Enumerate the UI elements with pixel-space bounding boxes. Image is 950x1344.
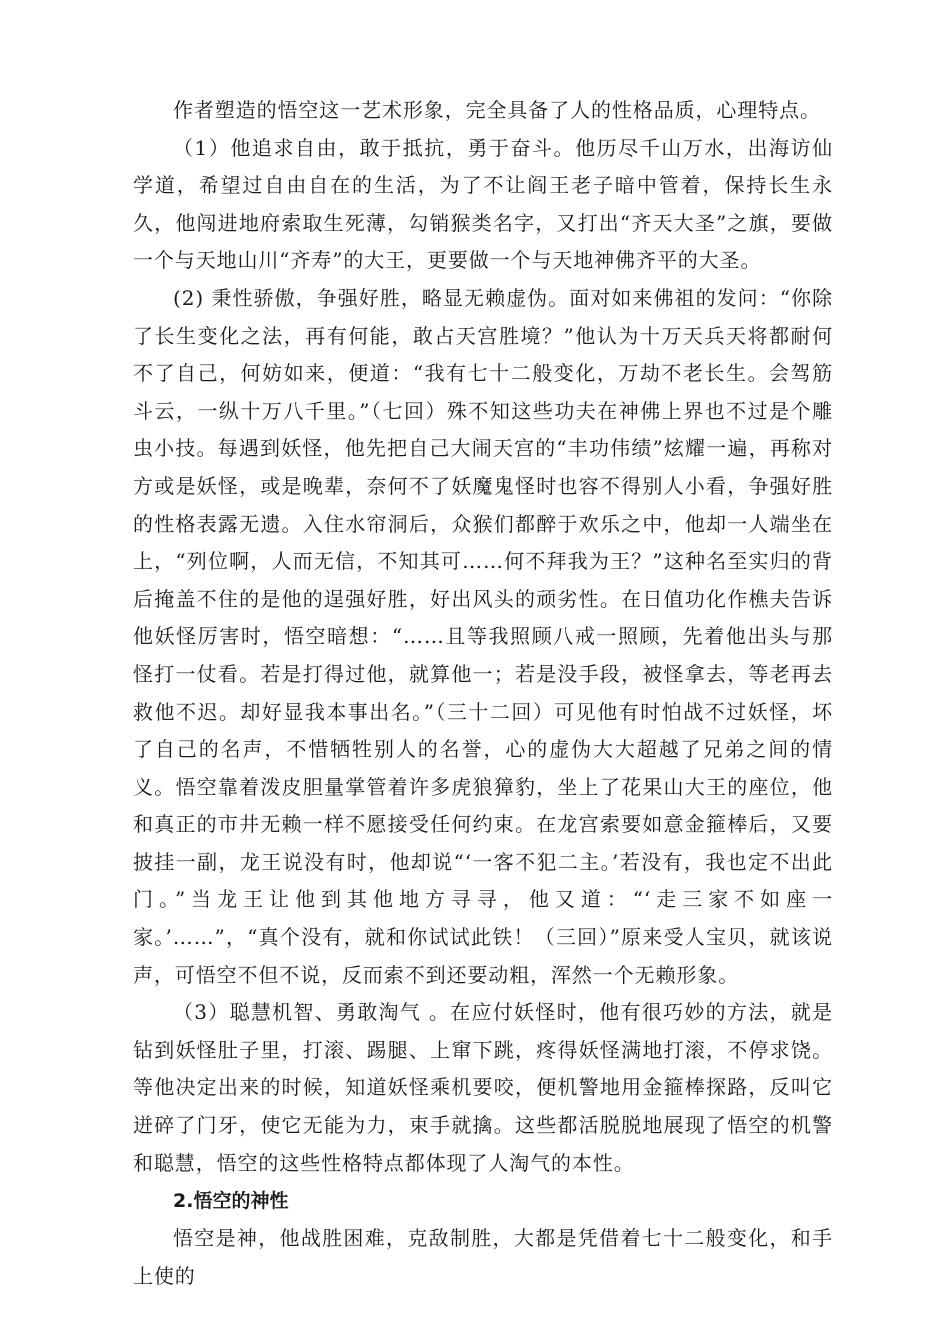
section-heading: 2.悟空的神性 — [173, 1190, 289, 1213]
document-page — [133, 92, 833, 1295]
paragraph-point-2: (2) 秉性骄傲，争强好胜，略显无赖虚伪。面对如来佛祖的发问：“你除了长生变化之法，再有何能，敢占天宫胜境？”他认为十万天兵天将都耐何不了自己，何妨如来，便道：“我有七十二般变化，万劫不老长生。会驾筋斗云，一纵十万八千里。”（七回）殊不知这些功夫在神佛上界也不过是个雕虫小技。每遇到妖怪，他先把自己大闹天宫的“丰功伟绩”炫耀一遍，再称对方或是妖怪，或是晚辈，奈何不了妖魔鬼怪时也容不得别人小看，争强好胜的性格表露无遗。入住水帘洞后，众猴们都醉于欢乐之中，他却一人端坐在上，“列位啊，人而无信，不知其可……何不拜我为王？”这种名至实归的背后掩盖不住的是他的逞强好胜，好出风头的顽劣性。在日值功化作樵夫告诉他妖怪厉害时，悟空暗想：“……且等我照顾八戒一照顾，先着他出头与那怪打一仗看。若是打得过他，就算他一；若是没手段，被怪拿去，等老再去救他不迟。却好显我本事出名。”（三十二回）可见他有时怕战不过妖怪，坏了自己的名声，不惜牺牲别人的名誉，心的虚伪大大超越了兄弟之间的情义。悟空靠着泼皮胆量掌管着许多虎狼獐豹，坐上了花果山大王的座位，他和真正的市井无赖一样不愿接受任何约束。在龙宫索要如意金箍棒后，又要披挂一副，龙王说没有时，他却说“‘一客不犯二主。’若没有，我也定不出此门。”当龙王让他到其他地方寻寻，他又道：“‘走三家不如座一家。’……”，“真个没有，就和你试试此铁！（三回）”原来受人宝贝，就该说声，可悟空不但不说，反而索不到还要动粗，浑然一个无赖形象。 — [133, 285, 833, 987]
paragraph-divinity: 悟空是神，他战胜困难，克敌制胜，大都是凭借着七十二般变化，和手上使的 — [133, 1226, 833, 1288]
paragraph-point-1: （1）他追求自由，敢于抵抗，勇于奋斗。他历尽千山万水，出海访仙学道，希望过自由自在的生活，为了不让阎王老子暗中管着，保持长生永久，他闯进地府索取生死薄，勾销猴类名字，又打出“齐天大圣”之旗，要做一个与天地山川“齐寿”的大王，更要做一个与天地神佛齐平的大圣。 — [133, 135, 833, 273]
paragraph-point-3: （3）聪慧机智、勇敢淘气 。在应付妖怪时，他有很巧妙的方法，就是钻到妖怪肚子里，打滚、踢腿、上窜下跳，疼得妖怪满地打滚，不停求饶。等他决定出来的时候，知道妖怪乘机要咬，便机警地用金箍棒探路，反叫它迸碎了门牙，使它无能为力，束手就擒。这些都活脱脱地展现了悟空的机警和聪慧，悟空的这些性格特点都体现了人淘气的本性。 — [133, 1000, 833, 1175]
paragraph-intro: 作者塑造的悟空这一艺术形象，完全具备了人的性格品质，心理特点。 — [173, 98, 821, 122]
